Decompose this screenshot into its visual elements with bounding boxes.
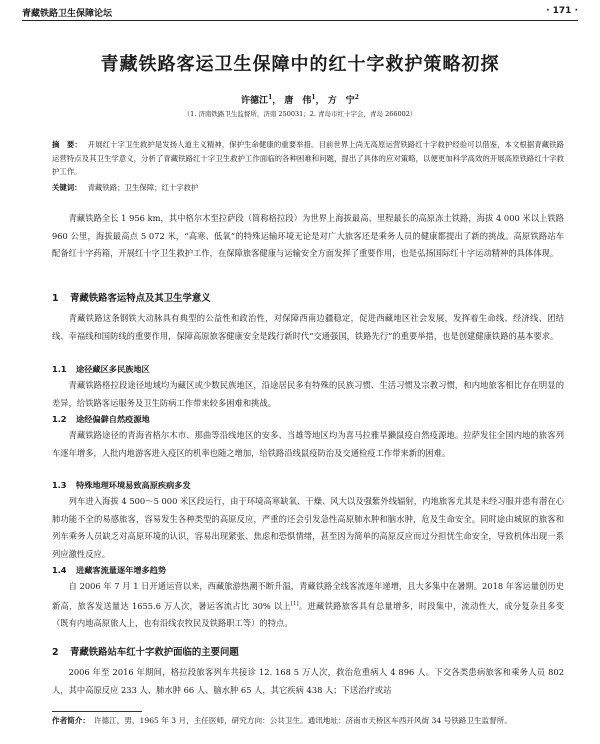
affiliation: （1. 济南铁路卫生监督所，济南 250031；2. 青岛市红十字会，青岛 266002） [183, 110, 417, 118]
section-title: 青藏铁路站车红十字救护面临的主要问题 [70, 647, 239, 658]
abstract [52, 138, 564, 179]
body-paragraph [52, 578, 564, 633]
subsection-title: 进藏客流量逐年增多趋势 [76, 565, 167, 575]
abstract-block [52, 138, 564, 194]
section-1-body [52, 310, 564, 345]
running-head [22, 6, 578, 21]
subsection-1-4-body [52, 578, 564, 633]
subsection-number: 1.4 [52, 565, 67, 575]
subsection-1-1-body [52, 377, 564, 412]
author-footnote [52, 714, 564, 727]
body-paragraph: 青藏铁路这条钢铁大动脉具有典型的公益性和政治性，对保障西南边疆稳定，促进西藏地区社会发展，发挥着生命线、经济线、团结线、幸福线和国防线的重要作用，保障高原旅客健康安全是践行新时代“交通强国，铁路先行”的重要举措，也是创建健康铁路的基本要求。 [52, 313, 564, 341]
footnote-text: 许德江，男，1965 年 3 月，主任医师，研究方向：公共卫生。通讯地址：济南市天桥区车西开风街 34 号铁路卫生监督所。 [93, 716, 512, 725]
paragraph-text: 。进藏铁路旅客具有总量增多，时段集中，流动性大，成分复杂且多变（既有内地高原旅人上，也有沿线农牧民及铁路职工等）的特点。 [52, 600, 564, 628]
paper-title: 青藏铁路客运卫生保障中的红十字救护策略初探 [100, 54, 500, 75]
subsection-1-2-heading [52, 414, 564, 425]
author-affil-mark: 1 [311, 94, 316, 101]
keywords-label: 关键词： [52, 182, 82, 192]
subsection-title: 特殊地理环境易致高原疾病多发 [76, 480, 191, 490]
body-paragraph: 青藏铁路途径的青海省格尔木市、那曲等沿线地区的安多、当雄等地区均为喜马拉雅旱獭鼠疫自然疫源地。拉萨发往全国内地的旅客列车逐年增多，人批内地游客进入疫区的机率也随之增加，给铁路沿线鼠疫防治及交通检疫工作带来新的困难。 [52, 430, 564, 458]
author-name: 方 宁 [327, 96, 355, 106]
page-number: · 171 · [546, 6, 578, 16]
author-name: 唐 伟 [284, 96, 312, 106]
footnote-label: 作者简介： [52, 716, 90, 725]
section-2-body [52, 664, 564, 699]
subsection-1-4-heading [52, 565, 564, 576]
subsection-title: 途径藏区多民族地区 [76, 364, 150, 374]
intro-section [52, 210, 564, 263]
citation-mark: [1] [290, 600, 299, 607]
section-number: 1 [52, 293, 59, 304]
subsection-1-1-heading [52, 364, 564, 375]
journal-name: 青藏铁路卫生保障论坛 [22, 9, 113, 19]
paragraph-text: 自 2006 年 7 月 1 日开通运营以来，西藏旅游热潮不断升温，青藏铁路全线客流逐年递增，且大多集中在暑期。2018 年客运量创历史新高，旅客发送量达 1655.6 万人次，暑运客流占比 30% 以上 [52, 581, 564, 611]
subsection-1-2-body [52, 427, 564, 462]
author-line: 许德江$^1$， 唐 伟$^1$， 方 宁$^2$ [241, 94, 359, 106]
author-affil-mark: 2 [354, 94, 359, 101]
abstract-label: 摘 要： [52, 140, 82, 149]
section-title: 青藏铁路客运特点及其卫生学意义 [70, 293, 211, 304]
body-paragraph: 青藏铁路格拉段途径地域均为藏区或少数民族地区，沿途居民多有特殊的民族习惯、生活习惯及宗教习惯，和内地旅客相比存在明显的差异，给铁路客运服务及卫生防病工作带来较多困难和挑战。 [52, 380, 564, 408]
body-paragraph: 列车进入海拔 4 500～5 000 米区段运行，由于环境高寒缺氧、干燥、风大以及强紫外线辐射，内地旅客尤其是未经习服并患有潜在心肺功能不全的易感旅客，容易发生各种类型的高原反应，严重的还会引发急性高原肺水肿和脑水肿，危及生命安全。同时途由城原的旅客和列车乘务人员缺乏对高原环境的认识，容易出现紧张、焦虑和恐惧情绪，甚至因为简单的高原反应而过分担忧生命安全，导致机体出现一系列应激性反应。 [52, 496, 564, 559]
subsection-title: 途经偏僻自然疫源地 [76, 414, 150, 424]
author-name: 许德江 [241, 96, 269, 106]
subsection-1-3-body [52, 493, 564, 563]
intro-paragraph: 青藏铁路全长 1 956 km，其中格尔木至拉萨段（简称格拉段）为世界上海拔最高、里程最长的高原冻土铁路，海拔 4 000 米以上铁路 960 公里，海拔最高点 5 072 米，“高寒、低氧”的特殊运输环境无论是对广大旅客还是乘务人员的健康都提出了新的挑战。高原铁路站车配备红十字药箱，开展红十字卫生救护工作，在保障旅客健康与运输安全方面发挥了重要作用，也是弘扬国际红十字运动精神的具体体现。 [52, 213, 564, 259]
subsection-number: 1.1 [52, 364, 67, 374]
author-affil-mark: 1 [268, 94, 273, 101]
keywords-text: 青藏铁路；卫生保障；红十字救护 [87, 182, 199, 192]
subsection-1-3-heading [52, 480, 564, 491]
keywords [52, 181, 564, 195]
footnote-divider [52, 711, 142, 712]
subsection-number: 1.3 [52, 480, 67, 490]
subsection-number: 1.2 [52, 414, 67, 424]
section-2-heading [52, 644, 564, 658]
abstract-text: 开展红十字卫生救护是发扬人道主义精神，保护生命健康的重要举措。目前世界上尚无高原运营铁路红十字救护经验可以借鉴，本文根据青藏铁路运营特点及其卫生学意义，分析了青藏铁路红十字卫生救护工作面临的各种困难和问题，提出了具体的应对策略，以便更加科学高效的开展高原铁路红十字救护工作。 [52, 140, 564, 176]
section-1-heading [52, 290, 564, 304]
section-number: 2 [52, 647, 59, 658]
body-paragraph: 2006 年至 2016 年期间，格拉段旅客列车共接诊 12. 168 5 万人次，救治危重病人 4 896 人。下交各类患病旅客和乘务人员 802 人，其中高原反应 233 人、肺水肿 66 人、脑水肿 65 人，其它疾病 438 人；下送治疗或站 [52, 667, 564, 695]
